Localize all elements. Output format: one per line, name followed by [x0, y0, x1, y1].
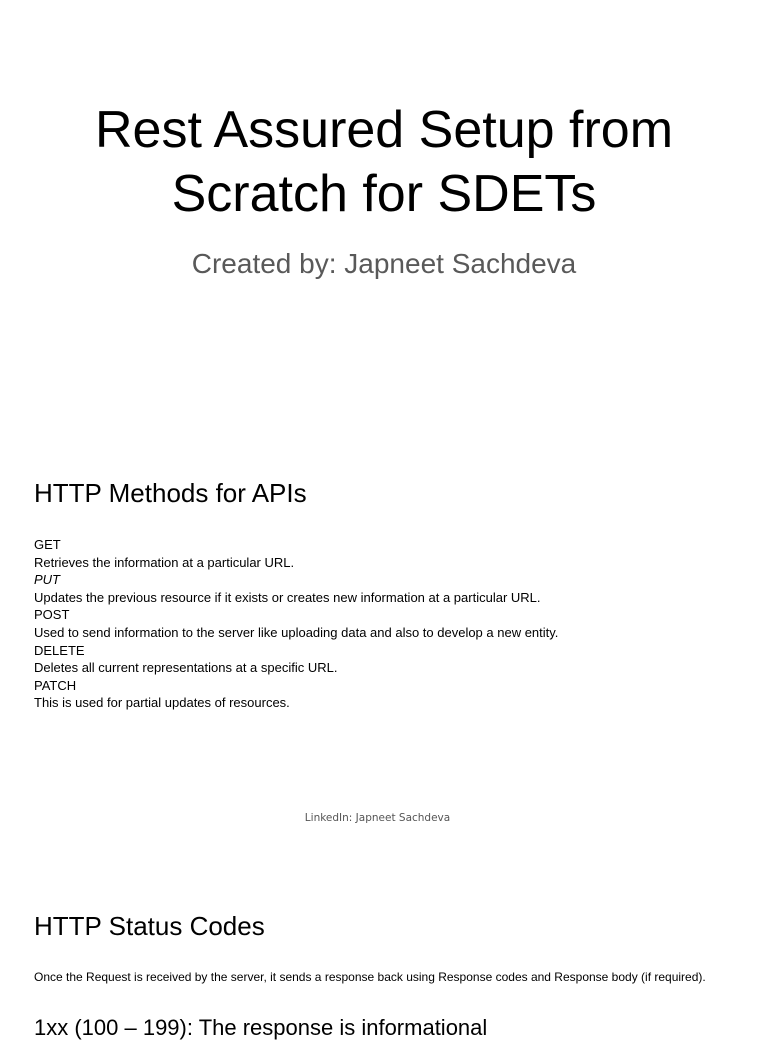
http-methods-list — [34, 536, 558, 712]
http-methods-heading: HTTP Methods for APIs — [34, 478, 307, 508]
method-put-name: PUT — [34, 572, 60, 588]
method-post-name: POST — [34, 607, 70, 623]
method-get-name: GET — [34, 537, 61, 552]
status-codes-intro: Once the Request is received by the server, it sends a response back using Response codes and Response body (if required). — [34, 970, 706, 984]
title-line-2: Scratch for SDETs — [171, 165, 597, 223]
method-get-description: Retrieves the information at a particular URL. — [34, 554, 295, 570]
slide-subtitle: Created by: Japneet Sachdeva — [191, 248, 577, 279]
slide-title — [0, 98, 768, 226]
method-put-description: Updates the previous resource if it exists or creates new information at a particular URL. — [34, 589, 541, 605]
method-post-description: Used to send information to the server like uploading data and also to develop a new entity. — [34, 624, 559, 640]
method-patch-description: This is used for partial updates of resources. — [34, 695, 290, 711]
linkedin-footer: LinkedIn: Japneet Sachdeva — [304, 812, 451, 824]
http-status-codes-heading: HTTP Status Codes — [34, 911, 265, 941]
method-patch-name: PATCH — [34, 677, 77, 693]
method-delete-name: DELETE — [34, 642, 85, 658]
title-line-1: Rest Assured Setup from — [94, 101, 674, 159]
method-delete-description: Deletes all current representations at a specific URL. — [34, 660, 338, 676]
status-code-1xx-line: 1xx (100 – 199): The response is informational — [34, 1015, 488, 1040]
